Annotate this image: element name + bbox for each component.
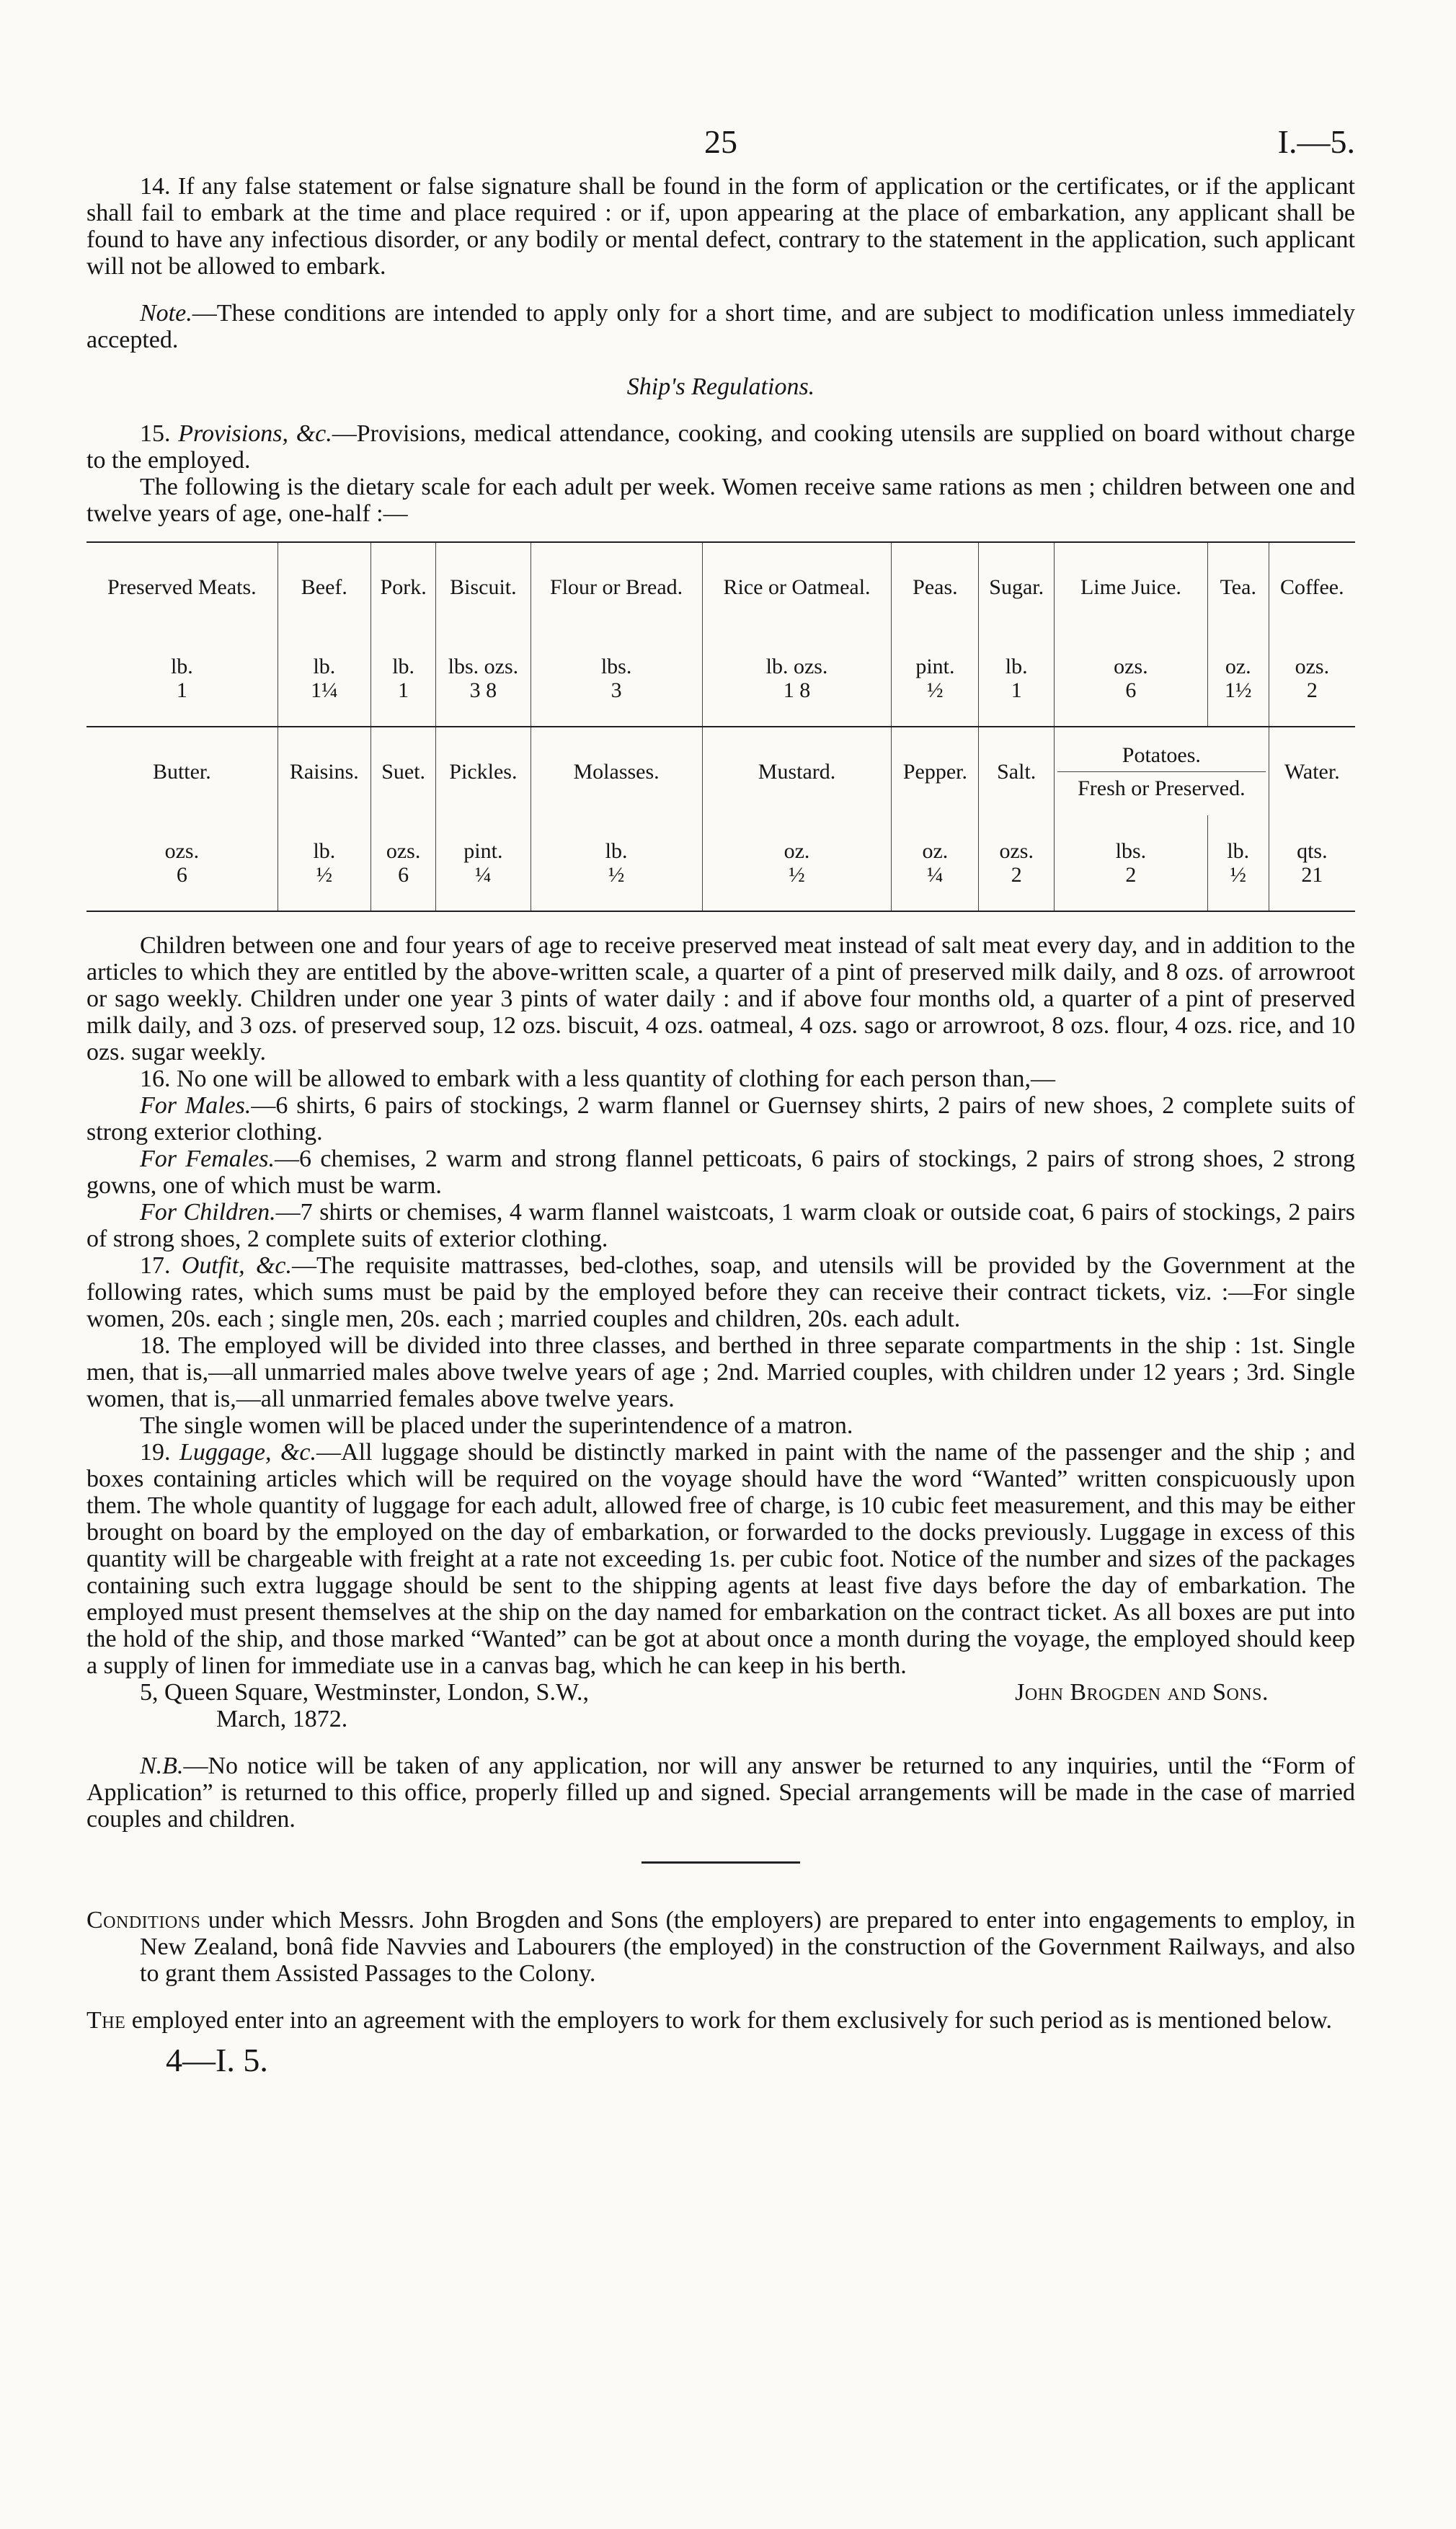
value: 1	[1011, 678, 1022, 702]
value: 21	[1301, 863, 1323, 887]
clothing-females	[86, 1146, 1355, 1199]
potatoes-sublabel: Fresh or Preserved.	[1057, 771, 1266, 800]
diet-value-row-1	[86, 631, 1355, 727]
unit-label: lb.	[392, 655, 415, 678]
table-cell: Peas.	[892, 542, 979, 631]
unit-label: lbs.	[1115, 839, 1147, 863]
dietary-scale-table	[86, 541, 1355, 912]
value: ½	[316, 863, 333, 887]
date-line: March, 1872.	[216, 1706, 348, 1732]
value: 1 8	[783, 678, 811, 702]
unit-label: pint.	[463, 839, 503, 863]
signatory: John Brogden and Sons.	[1015, 1679, 1269, 1706]
nb-label: N.B.	[140, 1753, 184, 1779]
address: 5, Queen Square, Westminster, London, S.W.,	[140, 1679, 589, 1706]
section-divider	[642, 1861, 800, 1864]
unit-label: lb.	[313, 839, 336, 863]
employed-text: employed enter into an agreement with the employers to work for them exclusively for such period as is mentioned below.	[125, 2007, 1332, 2034]
table-cell: Preserved Meats.	[86, 542, 278, 631]
table-cell	[702, 631, 892, 727]
table-cell: Flour or Bread.	[531, 542, 702, 631]
table-cell	[1055, 631, 1208, 727]
para19-text: —All luggage should be distinctly marked in paint with the name of the passenger and the ship ; and boxes containing articles which will be required on the voyage should have the word “Wanted” written conspicuously upon them. The whole quantity of luggage for each adult, allowed free of charge, is 10 cubic feet measurement, and this may be either brought on board by the employed on the day of embarkation, or forwarded to the docks previously. Luggage in excess of this quantity will be chargeable with freight at a rate not exceeding 1s. per cubic foot. Notice of the number and sizes of the packages containing such extra luggage should be sent to the shipping agents at least five days before the day of embarkation. The employed must present themselves at the ship on the day named for embarkation on the contract ticket. As all boxes are put into the hold of the ship, and those marked “Wanted” can be got at about once a month during the voyage, the employed should keep a supply of linen for immediate use in a canvas bag, which he can keep in his berth.	[86, 1439, 1355, 1679]
table-cell: Coffee.	[1269, 542, 1355, 631]
unit-label: ozs.	[164, 839, 200, 863]
value: 1	[398, 678, 409, 702]
females-text: —6 chemises, 2 warm and strong flannel petticoats, 6 pairs of stockings, 2 pairs of strong shoes, 2 strong gowns, one of which must be warm.	[86, 1146, 1355, 1199]
note-paragraph	[86, 300, 1355, 353]
clothing-males	[86, 1092, 1355, 1146]
note-label: Note.	[140, 300, 192, 327]
paragraph-18: 18. The employed will be divided into three classes, and berthed in three separate compartments in the ship : 1st. Single men, that is,—all unmarried males above twelve years of age ; 2nd. Married couples, with children under 12 years ; 3rd. Single women, that is,—all unmarried females above twelve years.	[86, 1332, 1355, 1412]
para19-number: 19.	[140, 1439, 179, 1466]
employed-paragraph	[86, 2007, 1355, 2034]
value: ½	[608, 863, 625, 887]
value: 2	[1011, 863, 1022, 887]
diet-header-row-2	[86, 727, 1355, 815]
ships-regulations-heading: Ship's Regulations.	[626, 373, 815, 400]
children-text: —7 shirts or chemises, 4 warm flannel waistcoats, 1 warm cloak or outside coat, 6 pairs of stockings, 2 pairs of strong shoes, 2 complete suits of exterior clothing.	[86, 1199, 1355, 1252]
diet-header-row-1	[86, 542, 1355, 631]
table-cell: Tea.	[1207, 542, 1269, 631]
value: 6	[398, 863, 409, 887]
unit-label: ozs.	[999, 839, 1034, 863]
table-cell	[278, 815, 370, 911]
unit-label: lb.	[313, 655, 336, 678]
table-cell	[531, 815, 702, 911]
value: 1½	[1225, 678, 1252, 702]
value: ½	[789, 863, 805, 887]
table-cell	[531, 631, 702, 727]
males-label: For Males.	[140, 1092, 252, 1119]
table-cell	[1055, 815, 1208, 911]
table-cell: Pepper.	[892, 727, 979, 815]
dietary-intro: The following is the dietary scale for each adult per week. Women receive same rations as men ; children between one and twelve years of age, one-half :—	[86, 474, 1355, 527]
table-cell	[1269, 631, 1355, 727]
table-cell: Biscuit.	[436, 542, 531, 631]
potatoes-label: Potatoes.	[1122, 743, 1201, 767]
paragraph-15	[86, 420, 1355, 474]
table-cell: Sugar.	[979, 542, 1055, 631]
table-cell: Water.	[1284, 759, 1340, 784]
value: 1	[176, 678, 187, 702]
para15-number: 15.	[140, 420, 179, 447]
unit-label: lb.	[1005, 655, 1028, 678]
table-cell: Molasses.	[531, 727, 702, 815]
note-text: —These conditions are intended to apply only for a short time, and are subject to modification unless immediately accepted.	[86, 300, 1355, 353]
table-cell	[371, 815, 436, 911]
table-cell	[892, 631, 979, 727]
value: 3	[611, 678, 622, 702]
unit-label: lb.	[1227, 839, 1250, 863]
unit-label: pint.	[915, 655, 955, 678]
table-cell	[278, 631, 370, 727]
table-cell: Raisins.	[278, 727, 370, 815]
value: ½	[927, 678, 944, 702]
table-cell: Lime Juice.	[1055, 542, 1208, 631]
paragraph-17	[86, 1252, 1355, 1332]
para19-label: Luggage, &c.	[179, 1439, 317, 1466]
table-cell	[1207, 815, 1269, 911]
value: 2	[1306, 678, 1318, 702]
table-cell	[86, 631, 278, 727]
unit-label: lb.	[605, 839, 628, 863]
value: ½	[1230, 863, 1247, 887]
clothing-children	[86, 1199, 1355, 1252]
value: 6	[1125, 678, 1137, 702]
unit-label: oz.	[784, 839, 810, 863]
unit-label: lb. ozs.	[765, 655, 828, 678]
paragraph-19	[86, 1439, 1355, 1679]
table-cell: Mustard.	[702, 727, 892, 815]
table-cell	[436, 631, 531, 727]
nb-paragraph	[86, 1753, 1355, 1833]
table-cell	[1207, 631, 1269, 727]
unit-label: lb.	[170, 655, 193, 678]
table-cell	[1269, 815, 1355, 911]
table-cell: Butter.	[86, 727, 278, 815]
paragraph-16: 16. No one will be allowed to embark with a less quantity of clothing for each person than,—	[140, 1066, 1055, 1092]
unit-label: ozs.	[386, 839, 421, 863]
table-cell: Salt.	[979, 727, 1055, 815]
unit-label: lbs. ozs.	[448, 655, 519, 678]
employed-lead: The	[86, 2007, 126, 2034]
children-rations-paragraph: Children between one and four years of age to receive preserved meat instead of salt meat every day, and in addition to the articles to which they are entitled by the above-written scale, a quarter of a pint of preserved milk daily, and 8 ozs. of arrowroot or sago weekly. Children under one year 3 pints of water daily : and if above four months old, a quarter of a pint of preserved milk daily, and 3 ozs. of preserved soup, 12 ozs. biscuit, 4 ozs. oatmeal, 4 ozs. sago or arrowroot, 8 ozs. flour, 4 ozs. rice, and 10 ozs. sugar weekly.	[86, 932, 1355, 1066]
para17-number: 17.	[140, 1252, 182, 1279]
diet-value-row-2	[86, 815, 1355, 911]
paragraph-14: 14. If any false statement or false signature shall be found in the form of application or the certificates, or if the applicant shall fail to embark at the time and place required : or if, upon appearing at the place of embarkation, any applicant shall be found to have any infectious disorder, or any bodily or mental defect, contrary to the statement in the application, such applicant will not be allowed to embark.	[86, 173, 1355, 280]
conditions-lead: Conditions	[86, 1907, 201, 1934]
table-cell: Suet.	[371, 727, 436, 815]
conditions-text: under which Messrs. John Brogden and Sons (the employers) are prepared to enter into engagements to employ, in New Zealand, bonâ fide Navvies and Labourers (the employed) in the construction of the Government Railways, and also to grant them Assisted Passages to the Colony.	[140, 1907, 1355, 1987]
unit-label: lbs.	[600, 655, 632, 678]
table-cell	[979, 815, 1055, 911]
table-cell: Rice or Oatmeal.	[702, 542, 892, 631]
page-header	[86, 58, 1355, 173]
value: 2	[1125, 863, 1137, 887]
value: ¼	[475, 863, 492, 887]
table-cell	[86, 815, 278, 911]
conditions-paragraph	[86, 1907, 1355, 1987]
table-cell	[371, 631, 436, 727]
potatoes-header-cell	[1055, 727, 1269, 815]
males-text: —6 shirts, 6 pairs of stockings, 2 warm flannel or Guernsey shirts, 2 pairs of new shoes, 2 complete suits of strong exterior clothing.	[86, 1092, 1355, 1146]
table-cell	[979, 631, 1055, 727]
value: ¼	[927, 863, 944, 887]
unit-label: oz.	[922, 839, 949, 863]
table-cell: Pickles.	[436, 727, 531, 815]
signature-line	[86, 1679, 1355, 1706]
value: 1¼	[311, 678, 338, 702]
matron-paragraph: The single women will be placed under the superintendence of a matron.	[140, 1412, 853, 1439]
unit-label: qts.	[1297, 839, 1328, 863]
table-cell	[892, 815, 979, 911]
females-label: For Females.	[140, 1146, 275, 1172]
unit-label: ozs.	[1114, 655, 1148, 678]
document-reference: I.—5.	[1277, 123, 1355, 160]
page-number: 25	[704, 123, 737, 160]
para15-label: Provisions, &c.	[178, 420, 332, 447]
children-label: For Children.	[140, 1199, 276, 1226]
para17-label: Outfit, &c.	[181, 1252, 293, 1279]
table-cell: Beef.	[278, 542, 370, 631]
page-content	[86, 58, 1355, 2079]
unit-label: ozs.	[1295, 655, 1330, 678]
table-cell	[702, 815, 892, 911]
footer-signature: 4—I. 5.	[166, 2042, 268, 2078]
value: 3 8	[469, 678, 497, 702]
table-cell	[436, 815, 531, 911]
para17-text: —The requisite mattrasses, bed-clothes, soap, and utensils will be provided by the Government at the following rates, which sums must be paid by the employed before they can receive their contract tickets, viz. :—For single women, 20s. each ; single men, 20s. each ; married couples and children, 20s. each adult.	[86, 1252, 1355, 1332]
unit-label: oz.	[1225, 655, 1251, 678]
para15-text: —Provisions, medical attendance, cooking, and cooking utensils are supplied on board without charge to the employed.	[86, 420, 1355, 474]
table-cell: Pork.	[371, 542, 436, 631]
nb-text: —No notice will be taken of any application, nor will any answer be returned to any inquiries, until the “Form of Application” is returned to this office, properly filled up and signed. Special arrangements will be made in the case of married couples and children.	[86, 1753, 1355, 1833]
value: 6	[176, 863, 187, 887]
